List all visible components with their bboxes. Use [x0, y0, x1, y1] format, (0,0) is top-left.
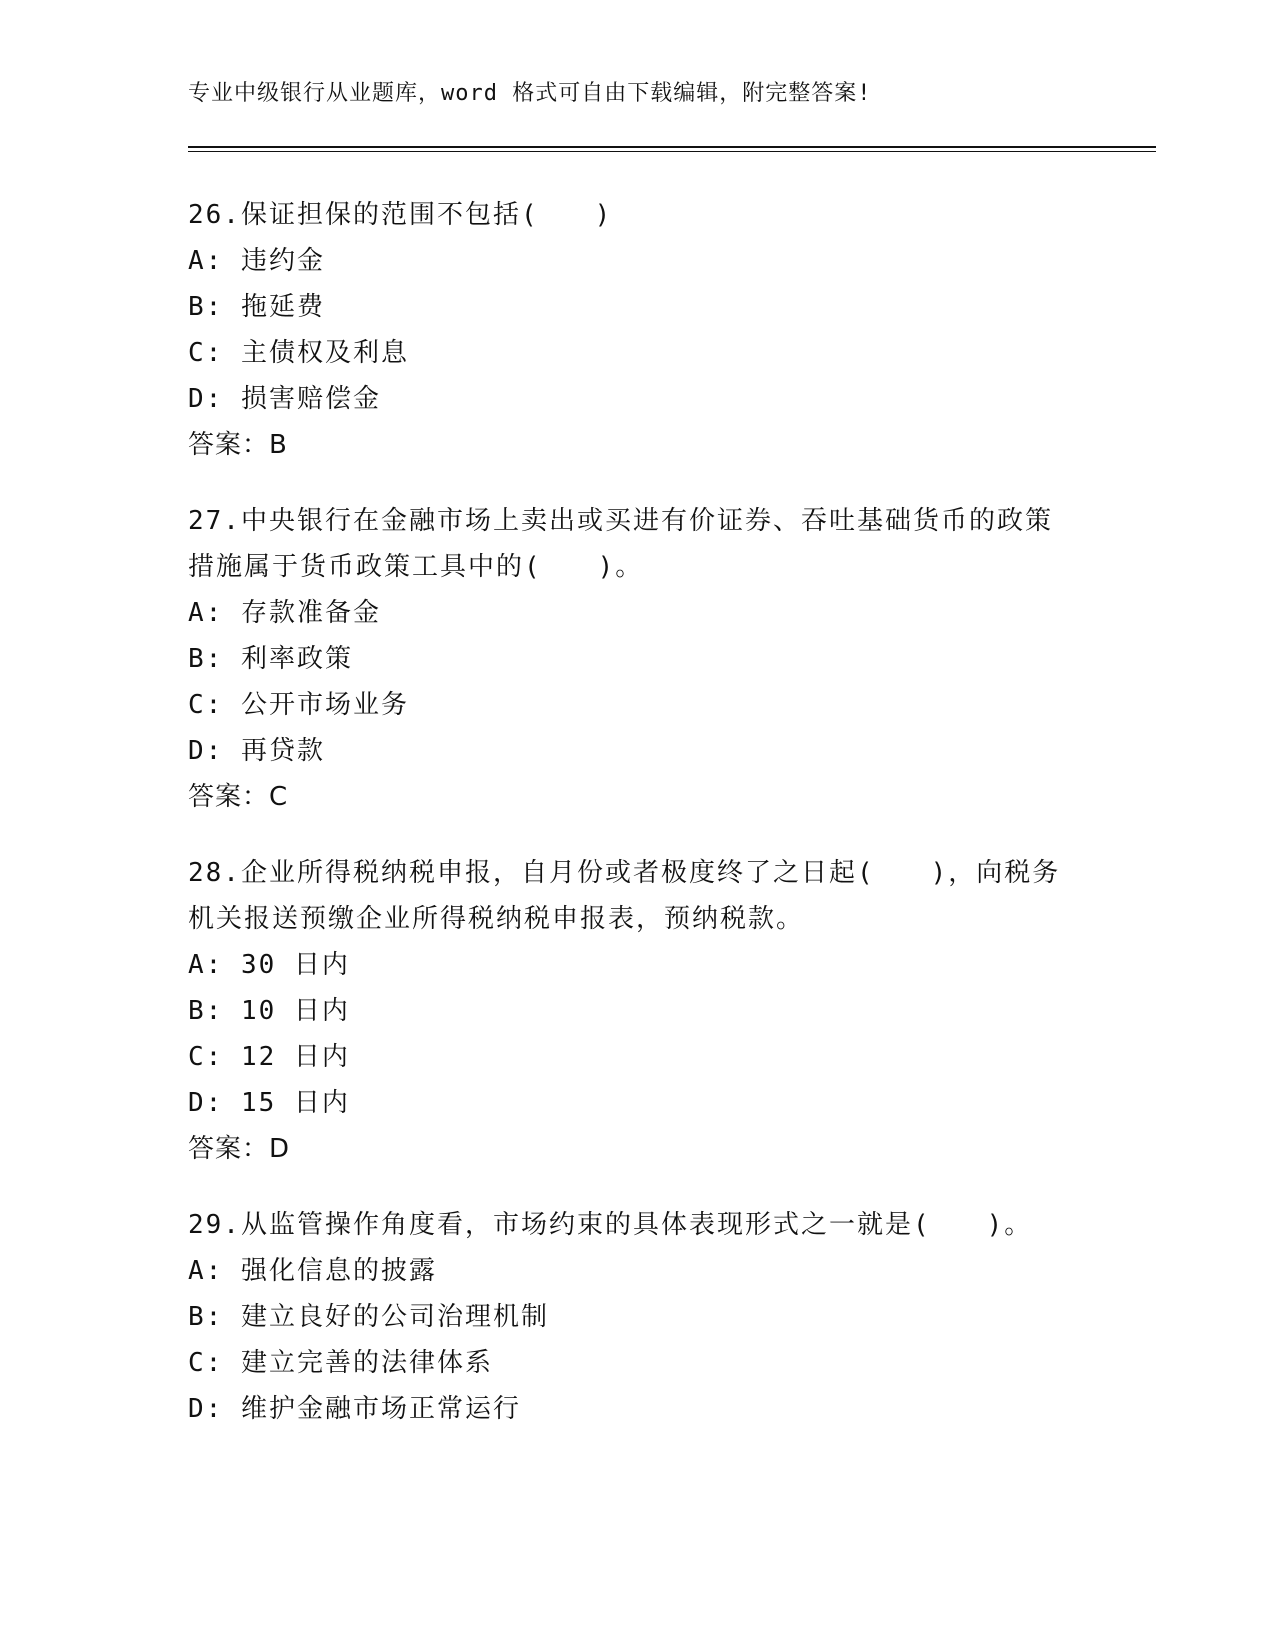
answer: 答案：B — [188, 430, 288, 460]
question-text-cont: 机关报送预缴企业所得税纳税申报表，预纳税款。 — [188, 904, 805, 934]
page-header: 专业中级银行从业题库，word 格式可自由下载编辑，附完整答案! — [188, 81, 872, 106]
option-d: D: 再贷款 — [188, 736, 325, 766]
question-text: 26.保证担保的范围不包括( ) — [188, 200, 613, 230]
question-28 — [188, 850, 1088, 1172]
option-a: A: 强化信息的披露 — [188, 1256, 437, 1286]
option-b: B: 10 日内 — [188, 996, 350, 1026]
header-rule — [188, 146, 1156, 152]
option-b: B: 建立良好的公司治理机制 — [188, 1302, 549, 1332]
question-text: 28.企业所得税纳税申报，自月份或者极度终了之日起( )，向税务 — [188, 858, 1061, 888]
question-text: 27.中央银行在金融市场上卖出或买进有价证券、吞吐基础货币的政策 — [188, 506, 1053, 536]
question-text: 29.从监管操作角度看，市场约束的具体表现形式之一就是( )。 — [188, 1210, 1033, 1240]
option-a: A: 存款准备金 — [188, 598, 381, 628]
question-text-cont: 措施属于货币政策工具中的( )。 — [188, 552, 644, 582]
answer: 答案：D — [188, 1134, 291, 1164]
option-c: C: 建立完善的法律体系 — [188, 1348, 493, 1378]
option-d: D: 15 日内 — [188, 1088, 350, 1118]
question-29 — [188, 1202, 1088, 1432]
option-c: C: 主债权及利息 — [188, 338, 409, 368]
option-b: B: 利率政策 — [188, 644, 353, 674]
option-d: D: 维护金融市场正常运行 — [188, 1394, 521, 1424]
question-26 — [188, 192, 1088, 468]
answer: 答案：C — [188, 782, 289, 812]
option-a: A: 30 日内 — [188, 950, 350, 980]
option-c: C: 公开市场业务 — [188, 690, 409, 720]
option-b: B: 拖延费 — [188, 292, 325, 322]
option-c: C: 12 日内 — [188, 1042, 350, 1072]
question-27 — [188, 498, 1088, 820]
option-d: D: 损害赔偿金 — [188, 384, 381, 414]
option-a: A: 违约金 — [188, 246, 325, 276]
